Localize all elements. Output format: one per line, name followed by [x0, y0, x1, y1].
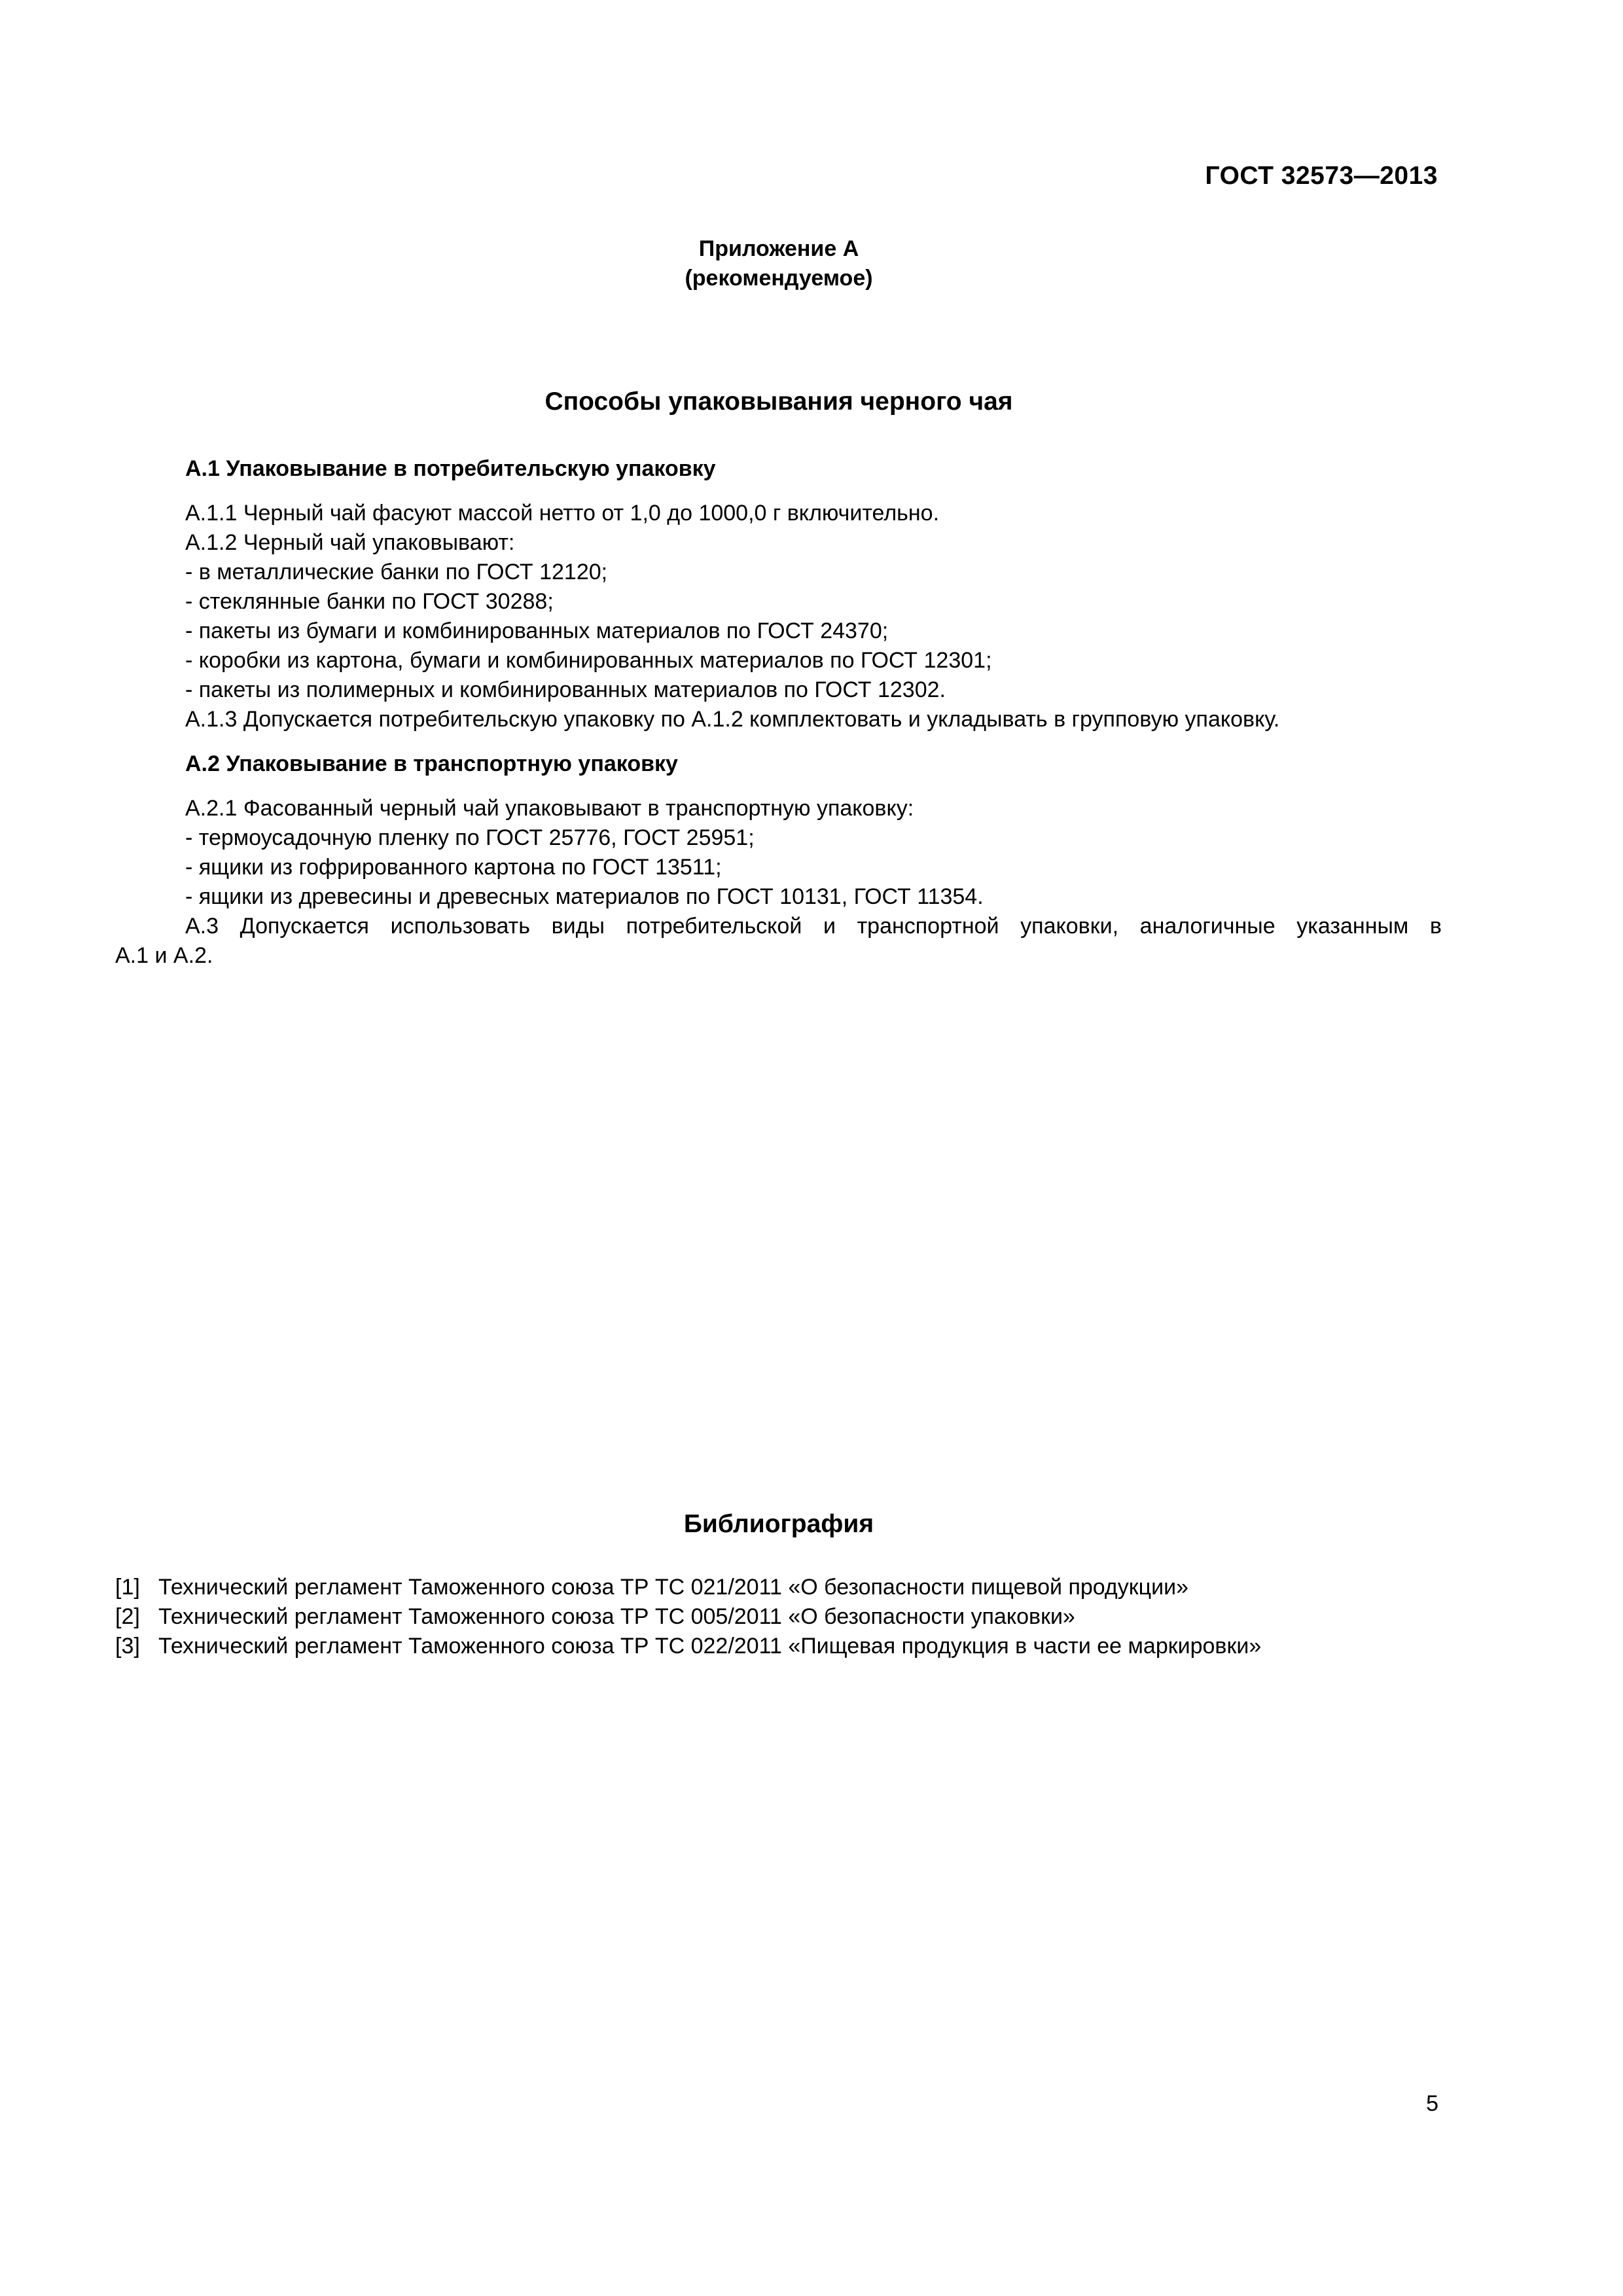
list-item: - пакеты из бумаги и комбинированных материалов по ГОСТ 24370; [185, 619, 889, 643]
bibliography-number: [3] [115, 1634, 140, 1659]
bibliography-item [115, 1573, 1457, 1602]
bibliography-text: Технический регламент Таможенного союза ТР ТС 005/2011 «О безопасности упаковки» [158, 1604, 1075, 1629]
list-item: - стеклянные банки по ГОСТ 30288; [185, 589, 554, 614]
bibliography-number: [1] [115, 1575, 140, 1600]
main-section-title: Способы упаковывания черного чая [544, 387, 1013, 416]
appendix-status: (рекомендуемое) [685, 266, 873, 291]
document-id-header: ГОСТ 32573—2013 [1205, 162, 1438, 190]
appendix-heading [0, 234, 1558, 293]
section-a2-body [185, 794, 1442, 912]
list-item: - пакеты из полимерных и комбинированных материалов по ГОСТ 12302. [185, 677, 946, 702]
bibliography-item [115, 1632, 1457, 1661]
list-item: - термоусадочную пленку по ГОСТ 25776, ГОСТ 25951; [185, 825, 755, 850]
section-a1-heading: А.1 Упаковывание в потребительскую упаковку [185, 456, 716, 481]
bibliography-list [115, 1573, 1457, 1661]
bibliography-text: Технический регламент Таможенного союза ТР ТС 021/2011 «О безопасности пищевой продукции» [158, 1575, 1189, 1600]
page-number: 5 [1426, 2091, 1438, 2116]
bibliography-item [115, 1602, 1457, 1632]
section-a2-heading: А.2 Упаковывание в транспортную упаковку [185, 751, 678, 776]
section-a1-body [185, 499, 1442, 734]
paragraph-line: А.1.3 Допускается потребительскую упаковку по А.1.2 комплектовать и укладывать в групповую упаковку. [185, 707, 1280, 732]
list-item: - коробки из картона, бумаги и комбинированных материалов по ГОСТ 12301; [185, 648, 992, 673]
section-a3-paragraph [115, 912, 1442, 971]
bibliography-number: [2] [115, 1604, 140, 1629]
list-item: - ящики из гофрированного картона по ГОСТ 13511; [185, 855, 722, 880]
paragraph-line: А.1 и А.2. [115, 943, 213, 968]
paragraph-line: А.3 Допускается использовать виды потребительской и транспортной упаковки, аналогичные указанным в [185, 914, 1442, 939]
appendix-title: Приложение А [698, 236, 859, 261]
paragraph-line: А.1.1 Черный чай фасуют массой нетто от 1,0 до 1000,0 г включительно. [185, 501, 940, 526]
list-item: - в металлические банки по ГОСТ 12120; [185, 560, 608, 584]
paragraph-line: А.1.2 Черный чай упаковывают: [185, 530, 515, 555]
bibliography-text: Технический регламент Таможенного союза ТР ТС 022/2011 «Пищевая продукция в части ее маркировки» [158, 1634, 1262, 1659]
bibliography-title: Библиография [683, 1510, 874, 1538]
list-item: - ящики из древесины и древесных материалов по ГОСТ 10131, ГОСТ 11354. [185, 884, 984, 909]
paragraph-line: А.2.1 Фасованный черный чай упаковывают в транспортную упаковку: [185, 796, 914, 821]
